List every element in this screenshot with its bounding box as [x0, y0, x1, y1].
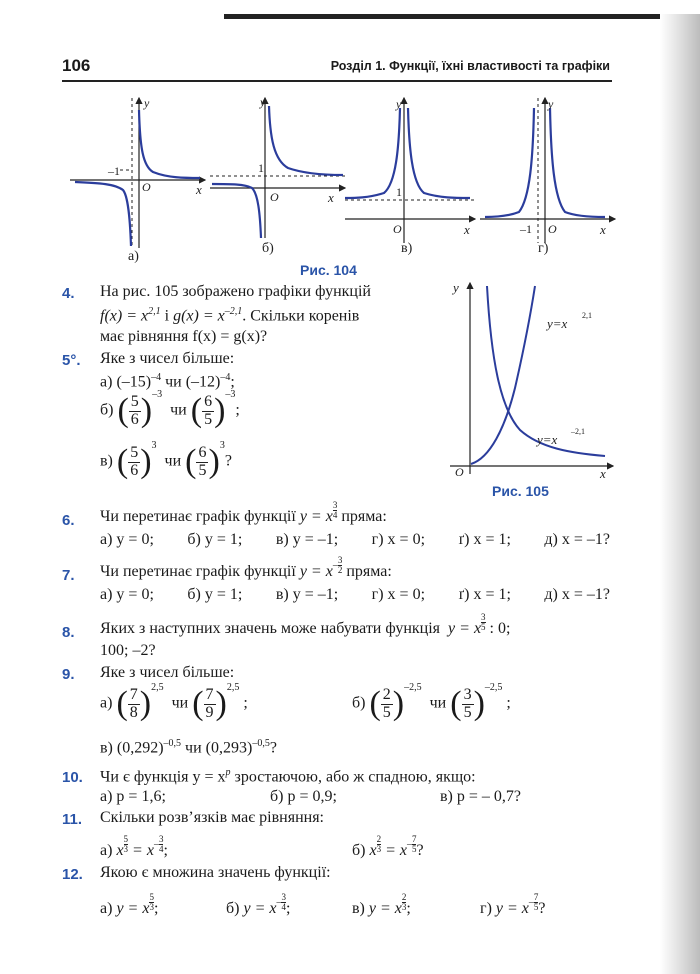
panel-d-origin: O [548, 222, 557, 236]
panel-d-graph [480, 97, 615, 256]
problem-4-number: 4. [62, 285, 75, 302]
problem-8-number: 8. [62, 624, 75, 641]
problem-6-number: 6. [62, 512, 75, 529]
fig105-growth-exp: 2,1 [582, 311, 592, 320]
problem-5-line1: Яке з чисел більше: [100, 350, 235, 367]
panel-c-x-label: x [464, 222, 470, 237]
problem-7-text: Чи перетинає графік функції y = x– $\frac{3}{2}$ пряма: [100, 555, 392, 580]
problem-8-text: Яких з наступних значень може набувати функція y = x $\frac{3}{5}$ : 0; [100, 612, 511, 637]
problem-7-options: а) y = 0; б) y = 1; в) y = –1; г) x = 0; ґ) x = 1; д) x = –1? [100, 586, 610, 603]
page-edge-shadow [660, 14, 700, 974]
problem-12-text: Якою є множина значень функції: [100, 864, 331, 881]
problem-11-number: 11. [62, 811, 83, 828]
problem-10-option-a: а) p = 1,6; [100, 788, 166, 805]
panel-d-label: г) [538, 241, 549, 256]
problem-12-b: б) y = x– $\frac{3}{4}$ ; [226, 892, 291, 917]
problem-10-option-b: б) p = 0,9; [270, 788, 337, 805]
panel-a-label: а) [128, 249, 139, 263]
panel-a-tick: –1 [108, 164, 120, 178]
panel-d-x-label: x [600, 222, 606, 237]
problem-8-line2: 100; –2? [100, 642, 156, 659]
fig105-growth-label: y=x [547, 316, 568, 331]
fig105-x-label: x [600, 466, 606, 478]
panel-d-tick: –1 [520, 222, 532, 236]
panel-a-y-label: y [144, 96, 150, 110]
figure-104-caption: Рис. 104 [300, 262, 357, 278]
fig105-origin: O [455, 465, 464, 478]
fig105-y-label: y [453, 280, 459, 295]
problem-4-line2: $f(x) = x^{2,1}$ і $g(x) = x^{-2,1}$. Скільки коренів [100, 306, 360, 325]
panel-c-label: в) [401, 241, 413, 256]
panel-a-graph [70, 96, 205, 263]
page-number: 106 [62, 56, 91, 75]
problem-6-text: Чи перетинає графік функції y = x $\frac{3}{4}$ пряма: [100, 500, 387, 525]
header-rule [62, 80, 612, 82]
figure-105-caption: Рис. 105 [492, 483, 549, 499]
problem-9-line1: Яке з чисел більше: [100, 664, 235, 681]
panel-b-y-label: y [260, 95, 266, 109]
panel-d-y-label: y [548, 97, 554, 111]
problem-11-text: Скільки розв’язків має рівняння: [100, 809, 324, 826]
panel-c-tick: 1 [396, 185, 402, 199]
fig105-decay-label: y=x [537, 432, 558, 447]
problem-12-a: а) y = x $\frac{5}{3}$ ; [100, 892, 159, 917]
problem-12-number: 12. [62, 866, 83, 883]
problem-10-text: Чи є функція $y = x^p$ зростаючою, або ж спадною, якщо: [100, 767, 476, 786]
problem-5-c: в) ( $\frac{5}{6}$ )$^3$ чи ( $\frac{6}{5}$ )$^3$? [100, 439, 232, 480]
problem-5-a: а) $(-15)^{-4}$ чи $(-12)^{-4}$; [100, 372, 235, 391]
top-rule [224, 14, 670, 19]
problem-12-c: в) y = x $\frac{2}{3}$ ; [352, 892, 411, 917]
panel-b-x-label: x [328, 190, 334, 205]
problem-6-options: а) y = 0; б) y = 1; в) y = –1; г) x = 0; ґ) x = 1; д) x = –1? [100, 531, 610, 548]
problem-12-d: г) y = x– $\frac{7}{5}$ ? [480, 892, 546, 917]
problem-9-c: в) $(0,292)^{-0,5}$ чи $(0,293)^{-0,5}$? [100, 738, 277, 757]
figure-105 [445, 278, 620, 478]
panel-b-tick: 1 [258, 161, 264, 175]
problem-9-b: б) ( $\frac{2}{5}$ )$^{-2,5}$ чи ( $\frac{3}{5}$ )$^{-2,5}$ ; [352, 681, 511, 722]
problem-4-line3: має рівняння f(x) = g(x)? [100, 328, 268, 345]
panel-a-x-label: x [196, 182, 202, 197]
problem-5-number: 5°. [62, 352, 81, 369]
problem-5-b: б) ( $\frac{5}{6}$ )$^{-3}$ чи ( $\frac{6}{5}$ )$^{-3}$; [100, 388, 240, 429]
growth-curve [471, 286, 535, 464]
problem-11-b: б) x $\frac{2}{3}$ = x– $\frac{7}{5}$ ? [352, 834, 424, 859]
panel-b-origin: O [270, 190, 279, 204]
panel-c-y-label: y [396, 97, 402, 111]
figure-104 [60, 88, 620, 263]
problem-9-number: 9. [62, 666, 75, 683]
panel-b-graph [210, 95, 345, 256]
panel-b-label: б) [262, 241, 274, 256]
panel-c-graph [345, 97, 475, 256]
problem-10-number: 10. [62, 769, 83, 786]
running-title: Розділ 1. Функції, їхні властивості та графіки [330, 59, 610, 73]
problem-9-a: а) ( $\frac{7}{8}$ )$^{2,5}$ чи ( $\frac{7}{9}$ )$^{2,5}$ ; [100, 681, 248, 722]
fig105-decay-exp: –2,1 [571, 427, 585, 436]
problem-4-line1: На рис. 105 зображено графіки функцій [100, 283, 371, 300]
panel-c-origin: O [393, 222, 402, 236]
panel-a-origin: O [142, 180, 151, 194]
problem-11-a: а) x $\frac{5}{3}$ = x– $\frac{3}{4}$ ; [100, 834, 168, 859]
problem-10-option-c: в) p = – 0,7? [440, 788, 522, 805]
problem-7-number: 7. [62, 567, 75, 584]
